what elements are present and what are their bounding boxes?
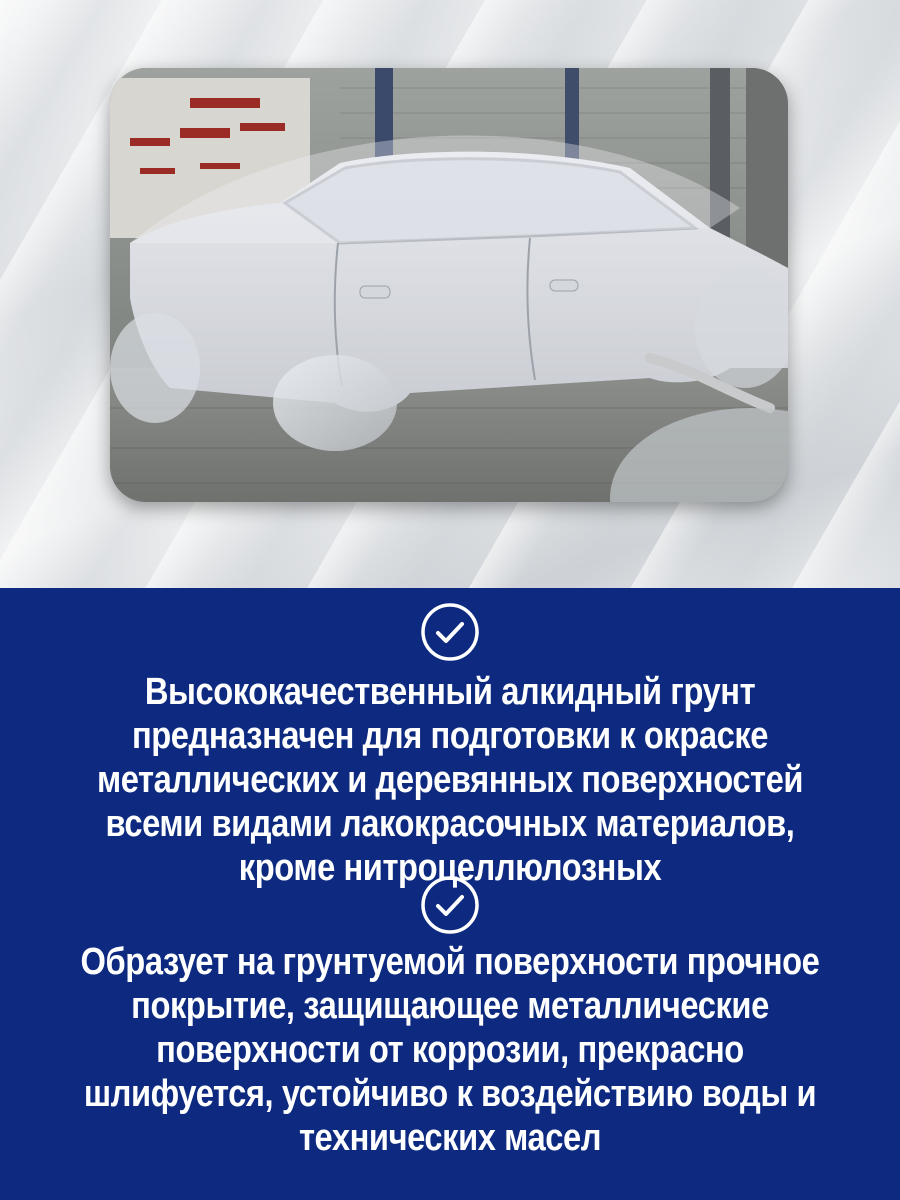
check-circle-icon bbox=[418, 873, 482, 937]
feature-text-1: Высококачественный алкидный грунт предназначен для подготовки к окраске металлических и деревянных поверхностей всеми видами лакокрасочных материалов, кроме нитроцеллюлозных bbox=[96, 671, 804, 889]
check-circle-icon bbox=[418, 600, 482, 664]
features-panel bbox=[0, 588, 900, 1200]
top-background bbox=[0, 0, 900, 588]
car-in-paint-booth-image bbox=[110, 68, 788, 502]
feature-text-2: Образует на грунтуемой поверхности прочное покрытие, защищающее металлические поверхности от коррозии, прекрасно шлифуется, устойчиво к воздействию воды и технических масел bbox=[80, 941, 820, 1159]
product-photo bbox=[110, 68, 788, 502]
